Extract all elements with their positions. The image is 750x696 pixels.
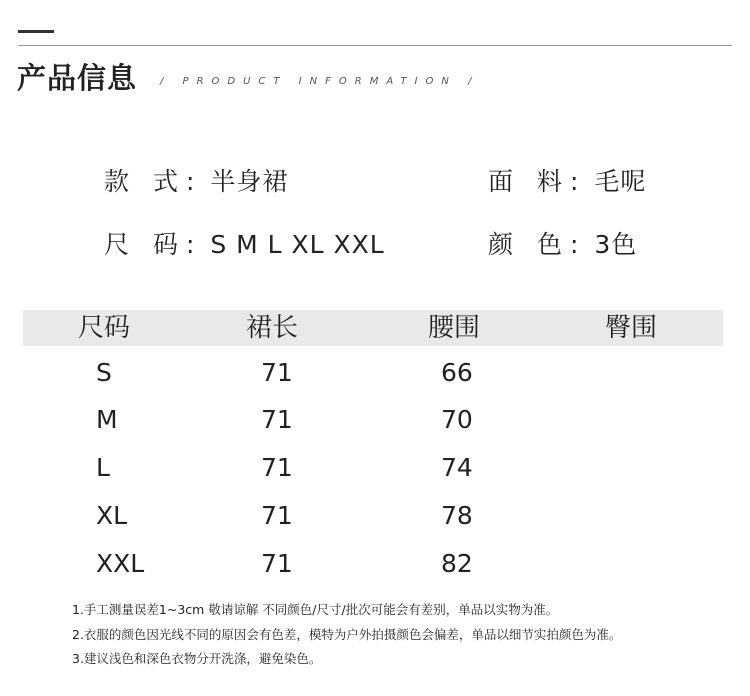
cell-waist: 78 <box>441 501 473 530</box>
cell-waist: 66 <box>441 358 473 387</box>
table-row <box>23 448 723 488</box>
page-title: 产品信息 <box>17 61 138 95</box>
color-value: 3色 <box>594 230 638 259</box>
info-fabric <box>488 162 646 198</box>
cell-length: 71 <box>261 501 293 530</box>
header-hip: 臀围 <box>605 313 658 343</box>
fabric-label: 面 料: <box>488 167 587 196</box>
color-label: 颜 色: <box>488 230 587 259</box>
style-value: 半身裙 <box>210 167 289 196</box>
care-notes <box>72 598 621 672</box>
table-row <box>23 400 723 440</box>
style-label: 款 式: <box>104 167 203 196</box>
size-label: 尺 码: <box>104 230 203 259</box>
cell-waist: 70 <box>441 405 473 434</box>
cell-size: S <box>96 358 112 387</box>
cell-size: XXL <box>96 549 145 578</box>
info-size <box>104 225 385 261</box>
note-item: 2.衣服的颜色因光线不同的原因会有色差，模特为户外拍摄颜色会偏差，单品以细节实拍颜色为准。 <box>72 626 622 642</box>
header-divider <box>18 45 732 46</box>
note-item: 1.手工测量误差1~3cm 敬请谅解 不同颜色/尺寸/批次可能会有差别，单品以实物为准。 <box>72 602 559 617</box>
table-row <box>23 544 723 584</box>
cell-size: XL <box>96 501 128 530</box>
table-row <box>23 353 723 393</box>
cell-size: L <box>96 453 110 482</box>
cell-waist: 82 <box>441 549 473 578</box>
cell-length: 71 <box>261 549 293 578</box>
header-size: 尺码 <box>78 313 131 343</box>
fabric-value: 毛呢 <box>594 167 647 196</box>
cell-size: M <box>96 405 118 434</box>
info-style <box>104 162 288 198</box>
cell-length: 71 <box>261 453 293 482</box>
size-value: S M L XL XXL <box>210 230 385 259</box>
size-table-header <box>23 310 723 346</box>
page-subtitle: / PRODUCT INFORMATION / <box>160 76 480 87</box>
cell-length: 71 <box>261 358 293 387</box>
header-length: 裙长 <box>246 313 299 343</box>
note-item: 3.建议浅色和深色衣物分开洗涤，避免染色。 <box>72 651 322 666</box>
info-color <box>488 225 637 261</box>
table-row <box>23 496 723 536</box>
header-waist: 腰围 <box>428 313 481 343</box>
cell-length: 71 <box>261 405 293 434</box>
cell-waist: 74 <box>441 453 473 482</box>
title-accent-bar <box>18 30 54 33</box>
